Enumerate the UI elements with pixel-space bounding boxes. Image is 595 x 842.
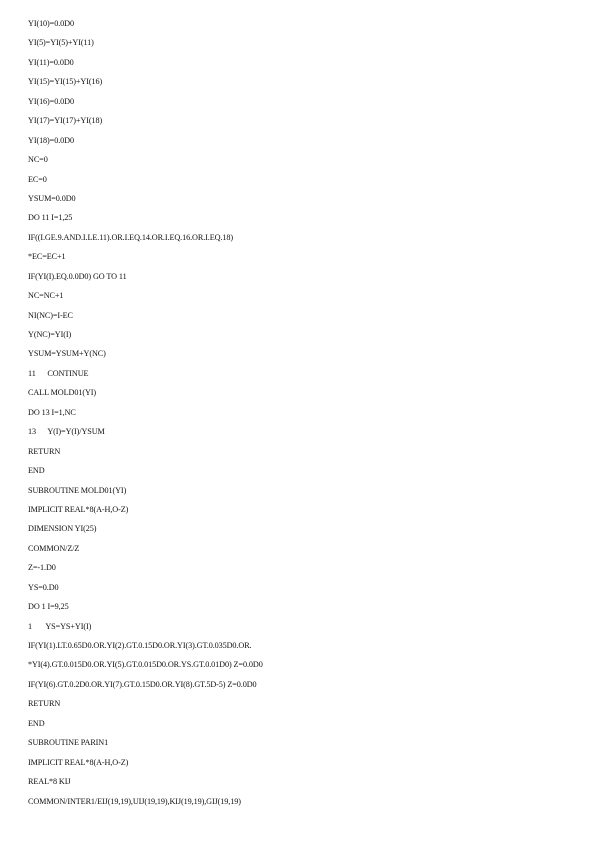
code-line: REAL*8 KIJ (28, 777, 71, 787)
code-line: SUBROUTINE PARIN1 (28, 738, 109, 748)
code-line: DO 1 I=9,25 (28, 602, 69, 612)
code-line: YI(15)=YI(15)+YI(16) (28, 77, 103, 87)
code-line: Z=-1.D0 (28, 563, 56, 573)
code-line: IF(YI(I).EQ.0.0D0) GO TO 11 (28, 271, 127, 281)
code-line: *YI(4).GT.0.015D0.OR.YI(5).GT.0.015D0.OR.YS.GT.0.01D0) Z=0.0D0 (28, 660, 263, 670)
code-line: YS=0.D0 (28, 582, 59, 592)
code-line: NI(NC)=I-EC (28, 310, 73, 320)
code-line: YI(5)=YI(5)+YI(11) (28, 38, 94, 48)
code-line: YSUM=0.0D0 (28, 193, 76, 203)
code-line: COMMON/Z/Z (28, 543, 80, 553)
fortran-code-listing (28, 18, 263, 815)
code-line: CALL MOLD01(YI) (28, 388, 97, 398)
code-line: 13 Y(I)=Y(I)/YSUM (28, 427, 105, 437)
code-line: COMMON/INTER1/EIJ(19,19),UIJ(19,19),KIJ(19,19),GIJ(19,19) (28, 796, 241, 806)
code-line: IF(YI(6).GT.0.2D0.OR.YI(7).GT.0.15D0.OR.YI(8).GT.5D-5) Z=0.0D0 (28, 679, 257, 689)
code-line: Y(NC)=YI(I) (28, 330, 72, 339)
code-line: NC=NC+1 (28, 291, 64, 301)
code-line: DIMENSION YI(25) (28, 524, 97, 534)
code-line: YI(18)=0.0D0 (28, 135, 74, 145)
code-line: YI(11)=0.0D0 (28, 57, 74, 67)
code-line: 1 YS=YS+YI(I) (28, 621, 92, 631)
code-line: EC=0 (28, 174, 47, 184)
code-line: DO 11 I=1,25 (28, 213, 73, 223)
code-line: NC=0 (28, 155, 48, 165)
code-line: IF((I.GE.9.AND.I.LE.11).OR.I.EQ.14.OR.I.EQ.16.OR.I.EQ.18) (28, 232, 234, 242)
code-line: END (28, 466, 45, 476)
code-line: END (28, 718, 45, 728)
code-line: SUBROUTINE MOLD01(YI) (28, 485, 127, 495)
code-line: YI(10)=0.0D0 (28, 19, 74, 28)
code-line: IMPLICIT REAL*8(A-H,O-Z) (28, 504, 129, 514)
code-line: IMPLICIT REAL*8(A-H,O-Z) (28, 757, 129, 767)
code-line: RETURN (28, 446, 61, 456)
code-line: 11 CONTINUE (28, 368, 89, 378)
code-line: YI(17)=YI(17)+YI(18) (28, 116, 103, 126)
code-line: *EC=EC+1 (28, 252, 66, 262)
code-line: RETURN (28, 699, 61, 709)
code-line: YSUM=YSUM+Y(NC) (28, 349, 106, 359)
code-line: YI(16)=0.0D0 (28, 96, 74, 106)
code-line: IF(YI(1).LT.0.65D0.OR.YI(2).GT.0.15D0.OR.YI(3).GT.0.035D0.OR. (28, 641, 252, 650)
code-line: DO 13 I=1,NC (28, 407, 76, 417)
